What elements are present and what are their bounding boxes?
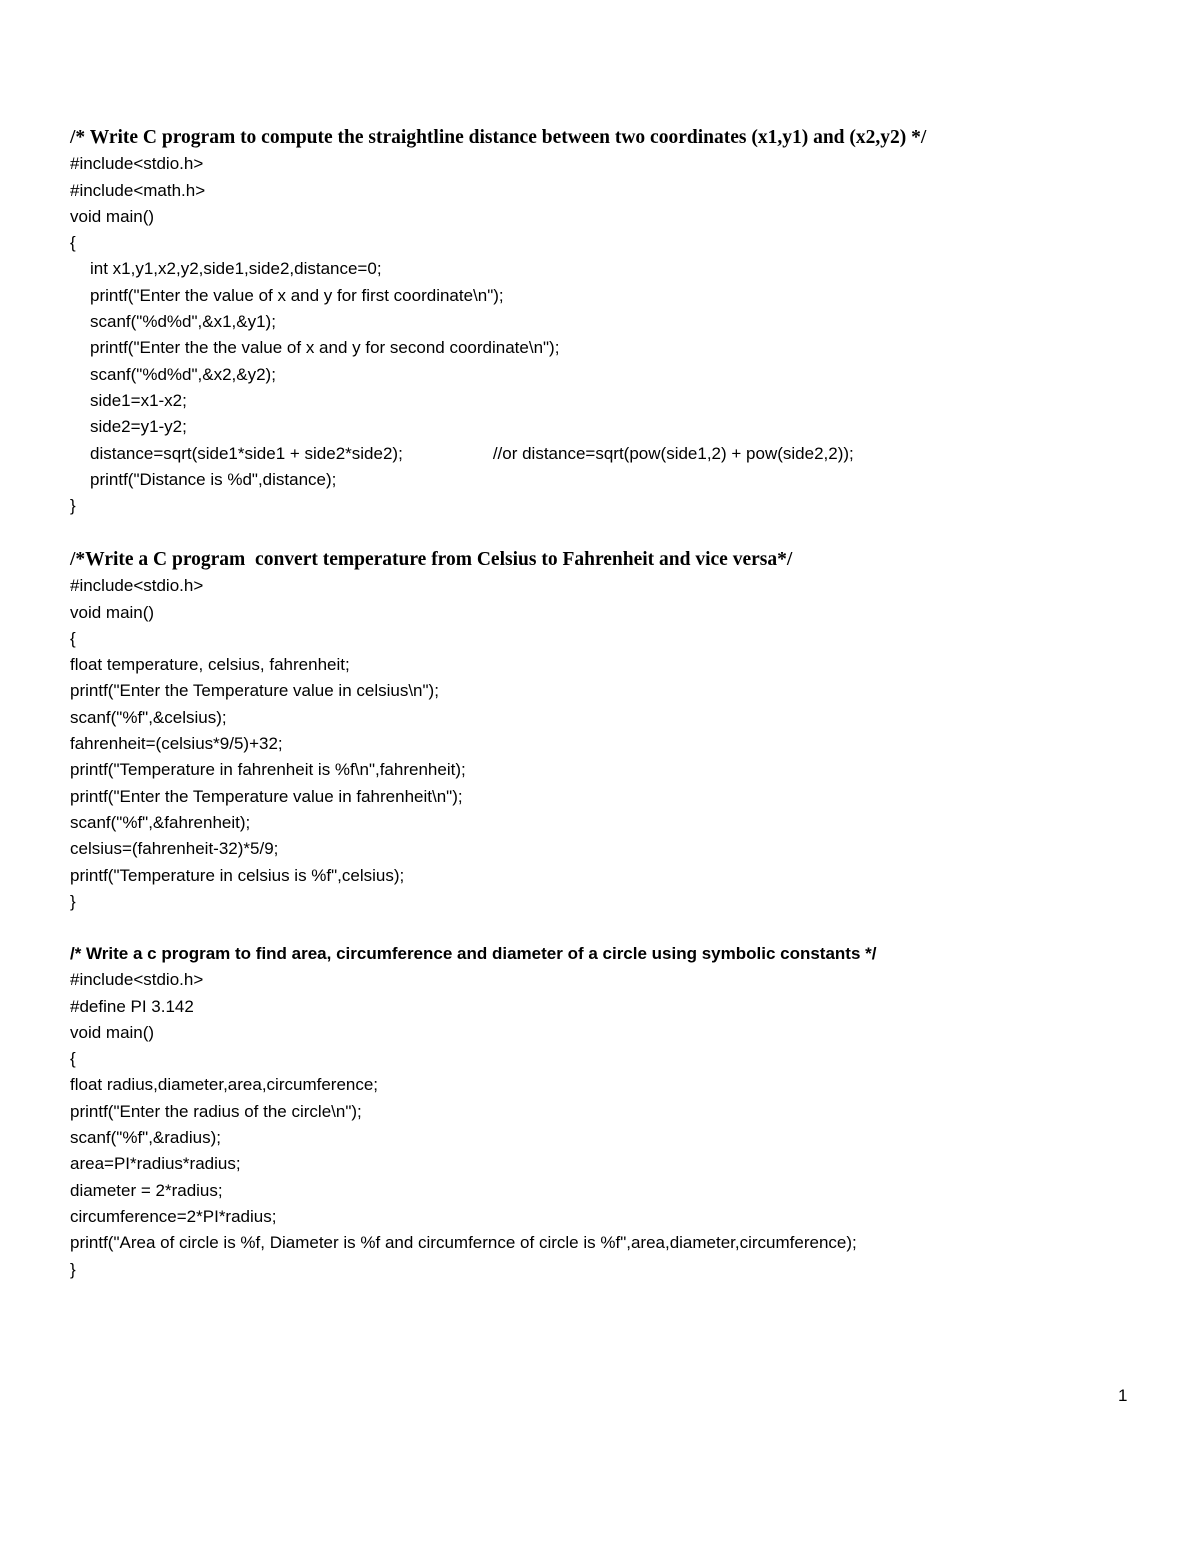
code-line: printf("Area of circle is %f, Diameter is %f and circumfernce of circle is %f",area,diameter,circumference); [70, 1233, 857, 1253]
code-line: printf("Temperature in fahrenheit is %f\n",fahrenheit); [70, 760, 466, 780]
code-line: #include<stdio.h> [70, 970, 204, 990]
code-line: float radius,diameter,area,circumference; [70, 1075, 379, 1095]
code-line: scanf("%f",&celsius); [70, 707, 227, 727]
code-line: printf("Enter the Temperature value in fahrenheit\n"); [70, 786, 463, 806]
code-line: } [70, 496, 76, 516]
code-line: printf("Enter the value of x and y for first coordinate\n"); [90, 285, 504, 305]
code-line: void main() [70, 1022, 155, 1042]
code-line: #define PI 3.142 [70, 996, 194, 1016]
program-1-distance [70, 125, 1150, 519]
code-line: void main() [70, 206, 155, 226]
code-line: diameter = 2*radius; [70, 1180, 223, 1200]
code-line: scanf("%f",&fahrenheit); [70, 812, 251, 832]
code-line: printf("Enter the radius of the circle\n"); [70, 1101, 362, 1121]
code-line: void main() [70, 602, 155, 622]
code-line: int x1,y1,x2,y2,side1,side2,distance=0; [90, 259, 382, 279]
code-line: area=PI*radius*radius; [70, 1154, 241, 1174]
code-line: { [70, 628, 76, 648]
code-line: float temperature, celsius, fahrenheit; [70, 655, 350, 675]
code-line: #include<stdio.h> [70, 576, 204, 596]
code-line: printf("Distance is %d",distance); [90, 469, 337, 489]
program-3-circle [70, 941, 1150, 1283]
code-line: circumference=2*PI*radius; [70, 1206, 277, 1226]
inline-comment: //or distance=sqrt(pow(side1,2) + pow(side2,2)); [492, 443, 854, 463]
page-number: 1 [1118, 1386, 1128, 1405]
code-statement: distance=sqrt(side1*side1 + side2*side2); [90, 443, 403, 463]
code-line: scanf("%d%d",&x2,&y2); [90, 364, 276, 384]
code-line: fahrenheit=(celsius*9/5)+32; [70, 734, 283, 754]
code-line: printf("Enter the the value of x and y for second coordinate\n"); [90, 338, 560, 358]
program-1-heading: /* Write C program to compute the straightline distance between two coordinates (x1,y1) and (x2,y2) */ [70, 127, 927, 148]
code-line: side2=y1-y2; [90, 417, 187, 437]
code-line: { [70, 233, 76, 253]
code-line: printf("Enter the Temperature value in celsius\n"); [70, 681, 439, 701]
code-line: printf("Temperature in celsius is %f",celsius); [70, 865, 405, 885]
program-2-temperature [70, 547, 1150, 915]
code-line: side1=x1-x2; [90, 390, 187, 410]
code-line: #include<stdio.h> [70, 154, 204, 174]
code-line: } [70, 1259, 76, 1279]
code-line: } [70, 891, 76, 911]
code-line: scanf("%f",&radius); [70, 1128, 221, 1148]
code-line: { [70, 1049, 76, 1069]
program-2-heading: /*Write a C program convert temperature from Celsius to Fahrenheit and vice versa*/ [70, 549, 793, 570]
code-line: #include<math.h> [70, 180, 206, 200]
code-line: celsius=(fahrenheit-32)*5/9; [70, 839, 279, 859]
code-line-with-comment [70, 441, 1150, 467]
code-line: scanf("%d%d",&x1,&y1); [90, 312, 276, 332]
program-3-heading: /* Write a c program to find area, circumference and diameter of a circle using symbolic constants */ [70, 944, 877, 963]
